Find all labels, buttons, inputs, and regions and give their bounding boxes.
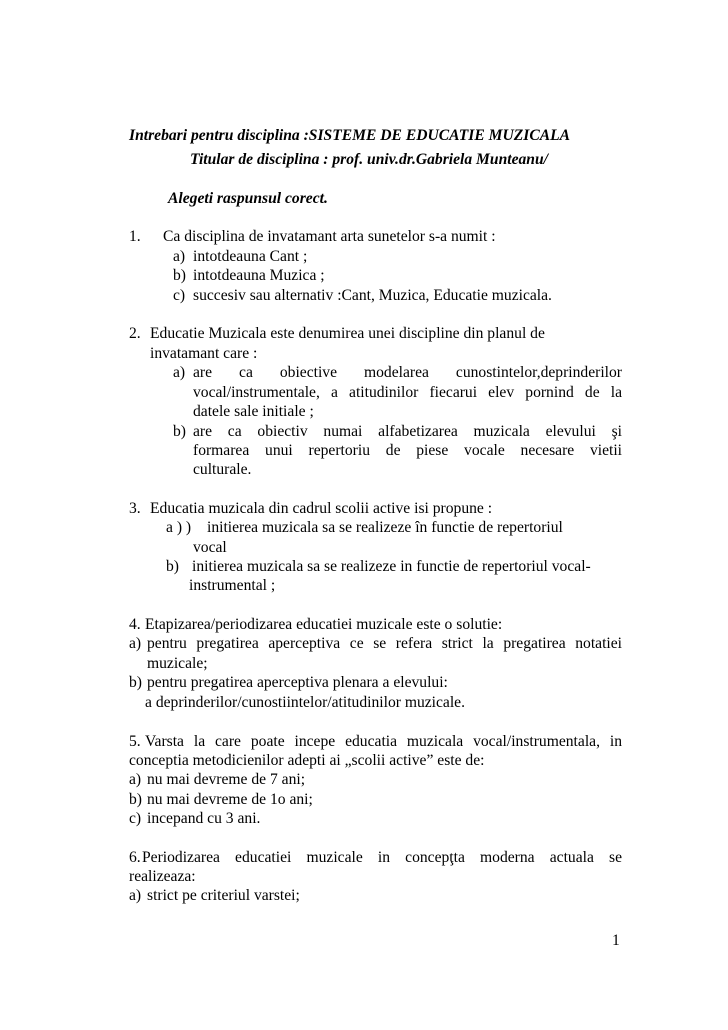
question-1-text: Ca disciplina de invatamant arta sunetelor s-a numit : [163, 228, 496, 245]
question-5-option-c-label: c) [129, 810, 142, 827]
question-5-option-a-label: a) [129, 771, 142, 788]
question-4-option-a: pentru pregatirea aperceptiva ce se refera strict la pregatirea notatiei [147, 635, 622, 652]
question-2-option-a: are ca obiective modelarea cunostintelor,deprinderilor [193, 364, 622, 381]
question-5-text: Varsta la care poate incepe educatia muzicala vocal/instrumentala, in [145, 733, 622, 750]
question-1-option-c-label: c) [173, 287, 186, 304]
question-1-option-c: succesiv sau alternativ :Cant, Muzica, Educatie muzicala. [193, 287, 552, 304]
question-6-text: realizeaza: [129, 868, 196, 885]
question-6-option-a-label: a) [129, 887, 142, 904]
question-1-option-a-label: a) [173, 248, 186, 265]
question-2-option-a-label: a) [173, 364, 186, 381]
question-2-text: Educatie Muzicala este denumirea unei discipline din planul de [150, 325, 545, 342]
question-4-number: 4. [129, 616, 141, 633]
question-3-option-a-label: a ) ) [166, 519, 192, 536]
question-4-option-b-label: b) [129, 674, 142, 691]
question-2-option-b-label: b) [173, 423, 186, 440]
document-title: Intrebari pentru disciplina :SISTEME DE EDUCATIE MUZICALA [129, 127, 571, 144]
question-4-option-a-label: a) [129, 635, 142, 652]
question-2-option-a: datele sale initiale ; [193, 403, 314, 420]
question-5-number: 5. [129, 733, 141, 750]
question-2-option-b: formarea unui repertoriu de piese vocale necesare vietii [193, 442, 622, 459]
question-6-text: Periodizarea educatiei muzicale in concepţta moderna actuala se [142, 849, 622, 866]
question-2-option-b: are ca obiectiv numai alfabetizarea muzicala elevului şi [193, 423, 622, 440]
question-1-option-a: intotdeauna Cant ; [193, 248, 308, 265]
question-5-option-b-label: b) [129, 791, 142, 808]
instruction: Alegeti raspunsul corect. [168, 190, 328, 207]
question-5-option-c: incepand cu 3 ani. [147, 810, 261, 827]
question-5-option-b: nu mai devreme de 1o ani; [147, 791, 313, 808]
question-5-text: conceptia metodicienilor adepti ai „scolii active” este de: [129, 752, 485, 769]
question-3-text: Educatia muzicala din cadrul scolii active isi propune : [150, 500, 493, 517]
question-6-option-a: strict pe criteriul varstei; [147, 887, 300, 904]
question-1-option-b: intotdeauna Muzica ; [193, 267, 325, 284]
question-4-text: Etapizarea/periodizarea educatiei muzicale este o solutie: [145, 616, 503, 633]
question-2-text: invatamant care : [150, 345, 258, 362]
question-1-number: 1. [129, 228, 141, 245]
question-3-option-a: initierea muzicala sa se realizeze în functie de repertoriul [207, 519, 563, 536]
course-holder: Titular de disciplina : prof. univ.dr.Gabriela Munteanu/ [190, 151, 548, 168]
question-2-option-a: vocal/instrumentale, a atitudinilor fiecarui elev pornind de la [193, 384, 622, 401]
question-3-option-a: vocal [193, 539, 227, 556]
question-3-option-b: initierea muzicala sa se realizeze in functie de repertoriul vocal- [192, 558, 591, 575]
question-3-option-b-label: b) [166, 558, 179, 575]
question-3-number: 3. [129, 500, 141, 517]
question-5-option-a: nu mai devreme de 7 ani; [147, 771, 306, 788]
question-1-option-b-label: b) [173, 267, 186, 284]
question-4-option-a: muzicale; [147, 655, 208, 672]
question-2-option-b: culturale. [193, 461, 252, 478]
question-2-number: 2. [129, 325, 141, 342]
question-4-option-b: pentru pregatirea aperceptiva plenara a elevului: [147, 674, 448, 691]
question-3-option-b: instrumental ; [189, 577, 276, 594]
page-number: 1 [612, 932, 620, 949]
question-4-option-b: a deprinderilor/cunostiintelor/atitudinilor muzicale. [145, 694, 466, 711]
question-6-number: 6. [129, 849, 141, 866]
